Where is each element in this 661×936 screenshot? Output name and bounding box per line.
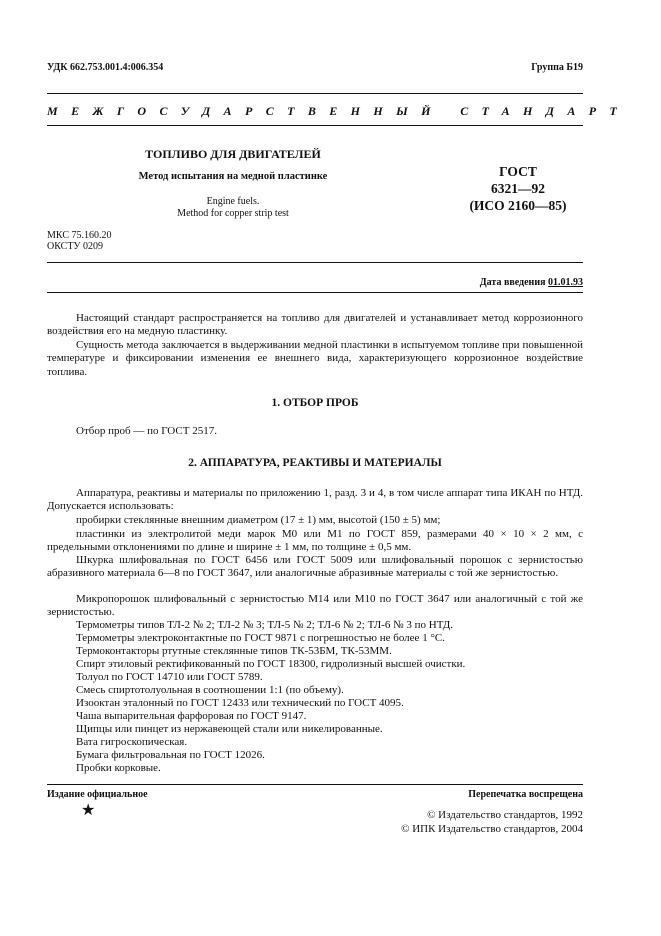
section-2-item: Пробки корковые. bbox=[76, 762, 161, 774]
section-2-item: Термометры типов ТЛ-2 № 2; ТЛ-2 № 3; ТЛ-5 № 2; ТЛ-6 № 2; ТЛ-6 № 3 по НТД. bbox=[76, 619, 454, 631]
header-rule bbox=[47, 262, 583, 263]
section-2-item: Чаша выпарительная фарфоровая по ГОСТ 9147. bbox=[76, 710, 307, 722]
footer-rule bbox=[47, 784, 583, 785]
standard-banner: МЕЖГОСУДАРСТВЕННЫЙ СТАНДАРТ bbox=[47, 104, 631, 118]
intro-date-value: 01.01.93 bbox=[548, 277, 583, 288]
date-rule bbox=[47, 292, 583, 293]
section-2-item: Толуол по ГОСТ 14710 или ГОСТ 5789. bbox=[76, 671, 263, 683]
section-2-item: Смесь спиртотолуольная в соотношении 1:1 (по объему). bbox=[76, 684, 344, 696]
section-2-item: Вата гигроскопическая. bbox=[76, 736, 188, 748]
section-2-item: пробирки стеклянные внешним диаметром (17 ± 1) мм, высотой (150 ± 5) мм; bbox=[76, 514, 441, 526]
udk-code: УДК 662.753.001.4:006.354 bbox=[47, 62, 164, 73]
intro-paragraph-1: Настоящий стандарт распространяется на топливо для двигателей и устанавливает метод коррозионного воздействия его на медную пластинку. bbox=[47, 312, 583, 338]
classification-codes bbox=[47, 230, 111, 252]
gost-number-block bbox=[448, 163, 588, 214]
star-icon: ★ bbox=[81, 802, 96, 819]
copyright-1992: © Издательство стандартов, 1992 bbox=[427, 809, 583, 821]
iso-number: (ИСО 2160—85) bbox=[469, 198, 567, 213]
section-2-item: Микропорошок шлифовальный с зернистостью М14 или М10 по ГОСТ 3647 или аналогичный с той же зернистостью. bbox=[47, 593, 583, 619]
intro-date-label: Дата введения bbox=[479, 277, 546, 288]
section-2-item: Термоконтакторы ртутные стеклянные типов ТК-53БМ, ТК-53ММ. bbox=[76, 645, 392, 657]
section-1-text: Отбор проб — по ГОСТ 2517. bbox=[76, 425, 217, 437]
title-ru-sub: Метод испытания на медной пластинке bbox=[138, 171, 328, 182]
section-2-item: Бумага фильтровальная по ГОСТ 12026. bbox=[76, 749, 265, 761]
section-2-item: Аппаратура, реактивы и материалы по приложению 1, разд. 3 и 4, в том числе аппарат типа ИКАН по НТД. Допускается использовать: bbox=[47, 487, 583, 513]
banner-rule bbox=[47, 125, 583, 126]
copyright-2004: © ИПК Издательство стандартов, 2004 bbox=[401, 823, 583, 835]
section-2-item: Спирт этиловый ректификованный по ГОСТ 18300, гидролизный высшей очистки. bbox=[76, 658, 466, 670]
gost-label: ГОСТ bbox=[499, 164, 537, 179]
top-rule bbox=[47, 93, 583, 94]
title-en-sub: Method for copper strip test bbox=[177, 208, 289, 219]
official-edition-label: Издание официальное bbox=[47, 789, 148, 800]
title-en: Engine fuels. bbox=[206, 196, 260, 207]
section-1-heading: 1. ОТБОР ПРОБ bbox=[271, 397, 359, 409]
okstu-code: ОКСТУ 0209 bbox=[47, 241, 104, 252]
section-2-item: Шкурка шлифовальная по ГОСТ 6456 или ГОСТ 5009 или шлифовальный порошок с зернистостью абразивного материала 6—8 по ГОСТ 3647, или аналогичные абразивные материалы с той же зернистостью. bbox=[47, 554, 583, 580]
title-ru: ТОПЛИВО ДЛЯ ДВИГАТЕЛЕЙ bbox=[145, 147, 321, 161]
section-2-heading: 2. АППАРАТУРА, РЕАКТИВЫ И МАТЕРИАЛЫ bbox=[188, 457, 442, 469]
intro-paragraph-2: Сущность метода заключается в выдерживании медной пластинки в испытуемом топливе при повышенной температуре и фиксировании изменения ее внешнего вида, характеризующего коррозионное воздействие топлива. bbox=[47, 339, 583, 378]
group-code: Группа Б19 bbox=[531, 62, 583, 73]
section-2-item: Изооктан эталонный по ГОСТ 12433 или технический по ГОСТ 4095. bbox=[76, 697, 404, 709]
section-2-item: пластинки из электролитой меди марок М0 или М1 по ГОСТ 859, размерами 40 × 10 × 2 мм, с предельными отклонениями по длине и ширине ± 1 мм, по толщине ± 0,5 мм. bbox=[47, 528, 583, 554]
mks-code: МКС 75.160.20 bbox=[47, 230, 112, 241]
reprint-prohibited-label: Перепечатка воспрещена bbox=[468, 789, 583, 800]
gost-number: 6321—92 bbox=[491, 181, 545, 196]
intro-date bbox=[480, 277, 583, 288]
section-2-item: Щипцы или пинцет из нержавеющей стали или никелированные. bbox=[76, 723, 383, 735]
section-2-item: Термометры электроконтактные по ГОСТ 9871 с погрешностью не более 1 °С. bbox=[76, 632, 445, 644]
